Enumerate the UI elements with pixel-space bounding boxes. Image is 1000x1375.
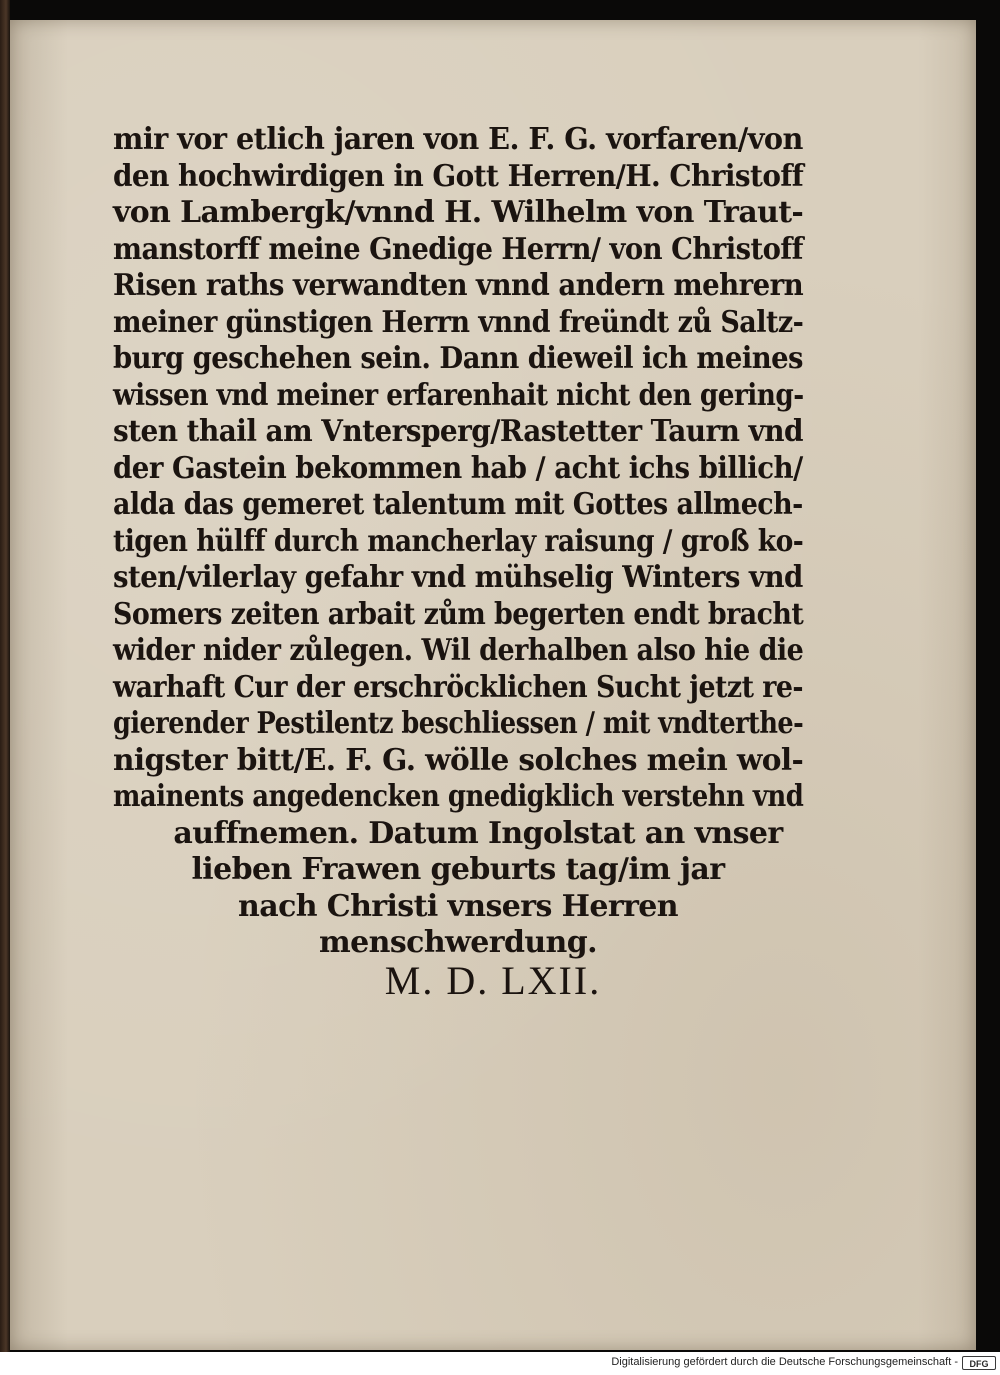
body-text <box>113 122 803 962</box>
text-line: wider nider zůlegen. Wil derhalben also hie die <box>113 633 804 668</box>
text-line: gierender Pestilentz beschliessen / mit vndterthe‑ <box>113 706 804 741</box>
text-line: sten thail am Vntersperg/Rastetter Taurn vnd <box>113 414 803 449</box>
text-line: meiner günstigen Herrn vnnd freündt zů Saltz‑ <box>113 304 804 340</box>
text-line: alda das gemeret talentum mit Gottes allmech‑ <box>113 487 803 522</box>
text-line: tigen hülff durch mancherlay raisung / groß ko‑ <box>113 523 804 559</box>
text-line: nigster bitt/E. F. G. wölle solches mein wol‑ <box>113 742 804 778</box>
text-line: warhaft Cur der erschröcklichen Sucht jetzt re‑ <box>113 669 804 705</box>
footer-bar <box>0 1352 1000 1375</box>
text-line: von Lambergk/vnnd H. Wilhelm von Traut‑ <box>113 195 804 230</box>
closing-line: menschwerdung. <box>319 925 597 960</box>
text-line: manstorff meine Gnedige Herrn/ von Christoff <box>113 231 803 267</box>
text-line: sten/vilerlay gefahr vnd mühselig Winters vnd <box>113 560 803 595</box>
text-line: der Gastein bekommen hab / acht ichs billich/ <box>113 450 803 486</box>
book-page <box>10 20 976 1350</box>
funding-credit: Digitalisierung gefördert durch die Deutsche Forschungsgemeinschaft - <box>611 1356 958 1368</box>
text-line: mir vor etlich jaren von E. F. G. vorfaren/von <box>113 122 803 157</box>
text-line: burg geschehen sein. Dann dieweil ich meines <box>113 341 803 376</box>
text-line: wissen vnd meiner erfarenhait nicht den gering‑ <box>113 377 804 413</box>
text-line: mainents angedencken gnedigklich verstehn vnd <box>113 779 804 814</box>
dfg-logo-icon: DFG <box>962 1356 996 1370</box>
colophon-date: M. D. LXII. <box>384 958 602 1003</box>
book-spine <box>0 0 10 1352</box>
text-line: Risen raths verwandten vnnd andern mehrern <box>113 268 804 303</box>
closing-line: nach Christi vnsers Herren <box>238 888 678 924</box>
closing-line: auffnemen. Datum Ingolstat an vnser <box>173 815 783 851</box>
closing-line: lieben Frawen geburts tag/im jar <box>191 852 725 887</box>
text-line: Somers zeiten arbait zům begerten endt bracht <box>113 596 804 632</box>
text-line: den hochwirdigen in Gott Herren/H. Christoff <box>113 158 804 194</box>
